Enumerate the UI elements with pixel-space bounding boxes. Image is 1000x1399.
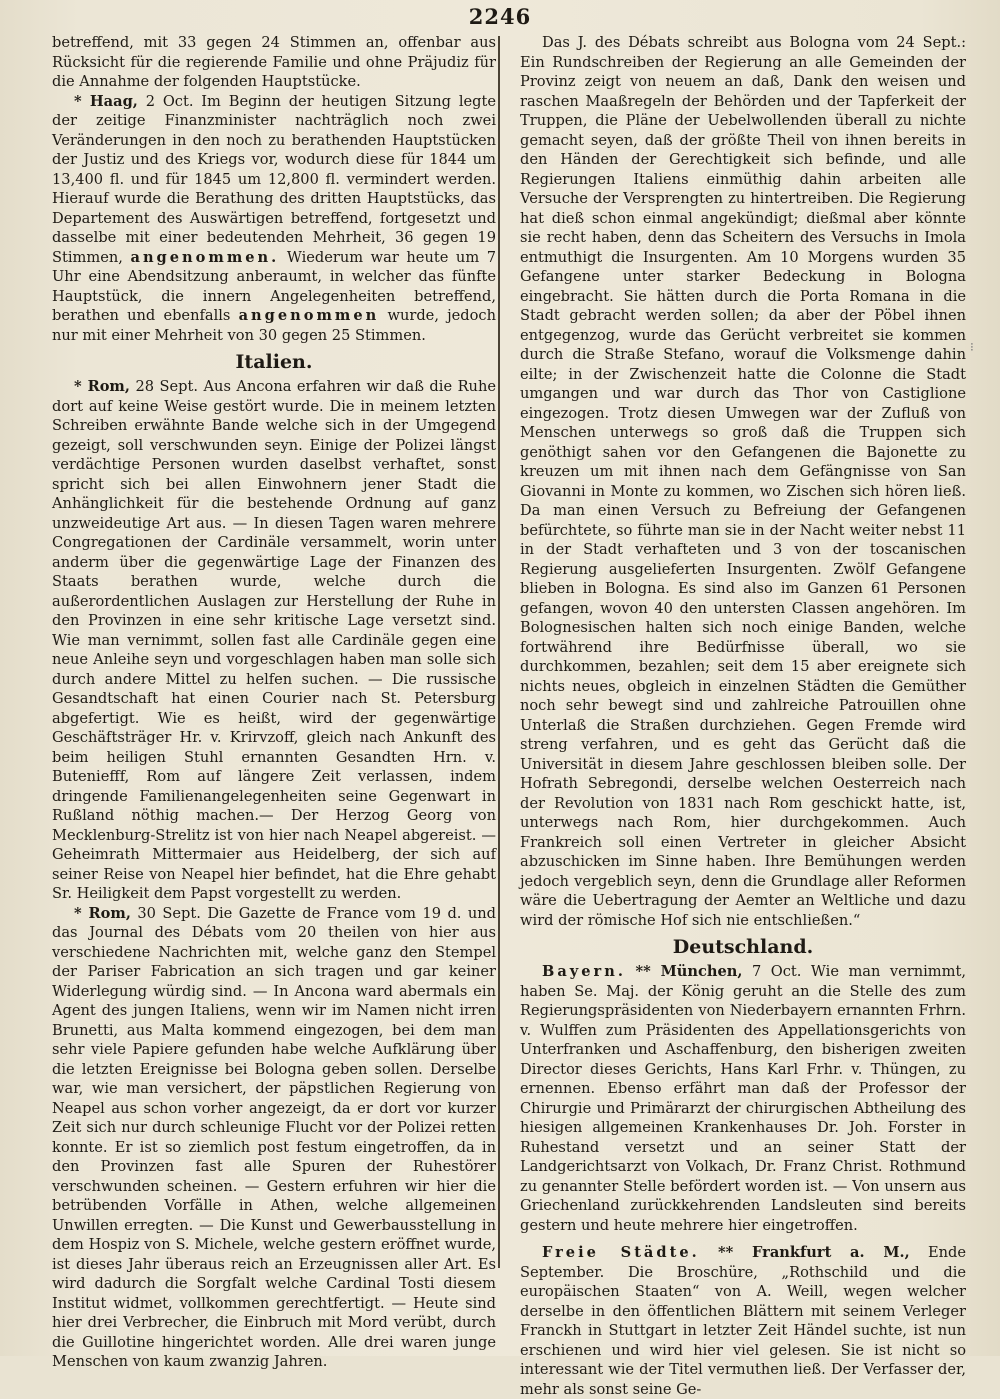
article-text: Wiederum war heute um 7 Uhr eine Abendsitzung anberaumt, in welcher das fünfte Hauptstück, die innern Angelegenheiten betreffend, berathen und ebenfalls [52, 248, 497, 324]
article-bologna [520, 33, 966, 930]
article-haag [52, 92, 496, 346]
dateline-date: Ende September. [520, 1244, 966, 1281]
region-label: Bayern. [542, 963, 626, 980]
article-text: Die Gazette de France vom 19 d. und das Journal des Débats vom 20 theilen von hier aus verschiedene Nachrichten mit, welche ganz den Stempel der Pariser Fabrication an sich tragen und gar keiner Widerlegung würdig sind. — In Ancona ward abermals ein Agent des jungen Italiens, wenn wir im Namen nicht irren Brunetti, aus Malta kommend eingezogen, bei dem man sehr viele Papiere gefunden habe welche Aufklärung über die letzten Ereignisse bei Bologna geben sollen. Derselbe war, wie man versichert, der päpstlichen Regierung von Neapel aus schon vorher angezeigt, da er dort vor kurzer Zeit sich nur durch schleunige Flucht vor der Polizei retten konnte. Er ist so ziemlich post festum eingetroffen, da in den Provinzen fast alle Spuren der Ruhestörer verschwunden scheinen. — Gestern erfuhren wir hier die betrübenden Vorfälle in Athen, welche allgemeinen Unwillen erregten. — Die Kunst und Gewerbausstellung in dem Hospiz von S. Michele, welche gestern eröffnet wurde, ist dieses Jahr überaus reich an Erzeugnissen aller Art. Es wird dadurch die Sorgfalt welche Cardinal Tosti diesem Institut widmet, vollkommen gerechtfertigt. — Heute sind hier drei Verbrecher, die Einbruch mit Mord verübt, durch die Guillotine hingerichtet worden. Alle drei waren junge Menschen von kaum zwanzig Jahren. [52, 904, 497, 1370]
dateline-place: * Rom, [74, 378, 130, 395]
article-text: Ein Rundschreiben der Regierung an alle Gemeinden der Provinz zeigt von neuem an daß, Dank den weisen und raschen Maaßregeln der Behörden und der Tapferkeit der Truppen, die Pläne der Uebelwollenden überall zu nichte gemacht seyen, daß der größte Theil von ihnen bereits in den Händen der Gerechtigkeit sich befinde, und alle Regierungen Italiens einmüthig dahin arbeiten alle Versuche der Versprengten zu hintertreiben. Die Regierung hat dieß schon einmal angekündigt; dießmal aber könnte sie recht haben, denn das Scheitern des Versuchs in Imola entmuthigt die Insurgenten. Am 10 Morgens wurden 35 Gefangene unter starker Bedeckung in Bologna eingebracht. Sie hätten durch die Porta Romana in die Stadt gebracht werden sollen; da aber der Pöbel ihnen entgegenzog, wurde das Gerücht verbreitet sie kommen durch die Straße Stefano, worauf die Volksmenge dahin eilte; in der Zwischenzeit hatte die Colonne die Stadt umgangen und war durch das Thor von Castiglione eingezogen. Trotz diesen Umwegen war der Zufluß von Menschen unterwegs so groß daß die Truppen sich genöthigt sahen vor den Gefangenen die Bajonette zu kreuzen um mit ihnen nach dem Gefängnisse von San Giovanni in Monte zu kommen, wo Zischen sich hören ließ. Da man einen Versuch zu Befreiung der Gefangenen befürchtete, so führte man sie in der Nacht weiter nebst 11 in der Stadt verhafteten und 3 von der toscanischen Regierung ausgelieferten Insurgenten. Zwölf Gefangene blieben in Bologna. Es sind also im Ganzen 61 Personen gefangen, wovon 40 den untersten Classen angehören. Im Bolognesischen halten sich noch einige Banden, welche fortwährend ihre Bedürfnisse überall, wo sie durchkommen, bezahlen; seit dem 15 aber ereignete sich nichts neues, obgleich in einzelnen Städten die Gemüther noch sehr bewegt sind und zahlreiche Patrouillen ohne Unterlaß die Straßen durchziehen. Gegen Fremde wird streng verfahren, und es geht das Gerücht daß die Universität in diesem Jahre geschlossen bleiben solle. Der Hofrath Sebregondi, derselbe welchen Oesterreich nach der Revolution von 1831 nach Rom geschickt hatte, ist, unterwegs nach Rom, hier durchgekommen. Auch Frankreich soll einen Vertreter in gleicher Absicht abzuschicken im Sinne haben. Ihre Bemühungen werden jedoch vergeblich seyn, denn die Grundlage aller Reformen wäre die Uebertragung der Aemter an Weltliche und dazu wird der römische Hof sich nie entschließen.“ [520, 53, 966, 929]
dateline-place: ** München, [635, 963, 743, 980]
section-heading-deutschland: Deutschland. [672, 936, 814, 958]
dateline-place: * Haag, [74, 92, 138, 110]
emphasis-text: angenommen. [130, 248, 280, 266]
dateline-place: ** Frankfurt a. M., [718, 1244, 910, 1261]
margin-mark: ⁝ [970, 340, 974, 354]
right-column [520, 33, 966, 1399]
dateline-date: 28 Sept. [135, 378, 198, 395]
article-text: wurde, jedoch nur mit einer Mehrheit von 30 gegen 25 Stimmen. [52, 307, 496, 344]
article-rom-28 [52, 377, 496, 904]
article-text: Wie man vernimmt, haben Se. Maj. der König geruht an die Stelle des zum Regierungspräsidenten von Niederbayern ernannten Frhrn. v. Wulffen zum Präsidenten des Appellationsgerichts von Unterfranken und Aschaffenburg, den bisherigen zweiten Director dieses Gerichts, Hans Karl Frhr. v. Thüngen, zu ernennen. Ebenso erfährt man daß der Professor der Chirurgie und Primärarzt der chirurgischen Abtheilung des hiesigen allgemeinen Krankenhauses Dr. Joh. Forster in Ruhestand versetzt und an seiner Statt der Landgerichtsarzt von Volkach, Dr. Franz Christ. Rothmund zu genannter Stelle befördert worden ist. — Von unsern aus Griechenland zurückkehrenden Landsleuten sind bereits gestern und heute mehrere hier eingetroffen. [520, 963, 966, 1234]
article-frankfurt [520, 1243, 966, 1399]
region-label: Freie Städte. [542, 1244, 700, 1261]
article-continuation: betreffend, mit 33 gegen 24 Stimmen an, offenbar aus Rücksicht für die regierende Familie und ohne Präjudiz für die Annahme der folgenden Hauptstücke. [52, 34, 496, 90]
emphasis-text: angenommen [238, 307, 380, 324]
article-text: Die Broschüre, „Rothschild und die europäischen Staaten“ von A. Weill, wegen welcher derselbe in den öffentlichen Blättern mit seinem Verleger Franckh in Stuttgart in letzter Zeit Händel suchte, ist nun erschienen und wird hier viel gelesen. Sie ist nicht so interessant wie der Titel vermuthen ließ. Der Verfasser der, mehr als sonst seine Ge- [520, 1263, 966, 1398]
article-muenchen [520, 962, 966, 1235]
dateline-date: 2 Oct. [145, 92, 194, 110]
section-heading-italien: Italien. [235, 351, 313, 373]
article-text: Aus Ancona erfahren wir daß die Ruhe dort auf keine Weise gestört wurde. Die in meinem letzten Schreiben erwähnte Bande welche sich in der Umgegend gezeigt, soll verschwunden seyn. Einige der Polizei längst verdächtige Personen wurden daselbst verhaftet, sonst spricht sich bei allen Einwohnern jener Stadt die Anhänglichkeit für die bestehende Ordnung auf ganz unzweideutige Art aus. — In diesen Tagen waren mehrere Congregationen der Cardinäle versammelt, worin unter anderm über die gegenwärtige Lage der Finanzen des Staats berathen wurde, welche durch die außerordentlichen Auslagen zur Herstellung der Ruhe in den Provinzen in eine sehr kritische Lage versetzt sind. Wie man vernimmt, sollen fast alle Cardinäle gegen eine neue Anleihe seyn und vorgeschlagen haben man solle sich durch andere Mittel zu helfen suchen. — Die russische Gesandtschaft hat einen Courier nach St. Petersburg abgefertigt. Wie es heißt, wird der gegenwärtige Geschäftsträger Hr. v. Krirvzoff, gleich nach Ankunft des beim heiligen Stuhl ernannten Gesandten Hrn. v. Buteniefff, Rom auf längere Zeit verlassen, indem dringende Familienangelegenheiten seine Gegenwart in Rußland nöthig machen.— Der Herzog Georg von Mecklenburg-Strelitz ist von hier nach Neapel abgereist. — Geheimrath Mittermaier aus Heidelberg, der sich auf seiner Reise von Neapel hier befindet, hat die Ehre gehabt Sr. Heiligkeit dem Papst vorgestellt zu werden. [52, 378, 496, 902]
dateline-date: 7 Oct. [751, 963, 802, 980]
column-divider [498, 36, 500, 1268]
page-number: 2246 [468, 4, 532, 29]
left-column [52, 33, 496, 1372]
article-rom-30 [52, 904, 496, 1372]
dateline-place: * Rom, [74, 904, 131, 922]
article-lead: Das J. des Débats schreibt aus Bologna vom 24 Sept.: [542, 34, 966, 51]
article-text: Im Beginn der heutigen Sitzung legte der zeitige Finanzminister nachträglich noch zwei Veränderungen in den noch zu berathenden Hauptstücken der Justiz und des Kriegs vor, wodurch diese für 1844 um 13,400 fl. und für 1845 um 12,800 fl. vermindert werden. Hierauf wurde die Berathung des dritten Hauptstücks, das Departement des Auswärtigen betreffend, fortgesetzt und dasselbe mit einer bedeutenden Mehrheit, 36 gegen 19 Stimmen, [52, 92, 496, 266]
dateline-date: 30 Sept. [137, 904, 201, 922]
